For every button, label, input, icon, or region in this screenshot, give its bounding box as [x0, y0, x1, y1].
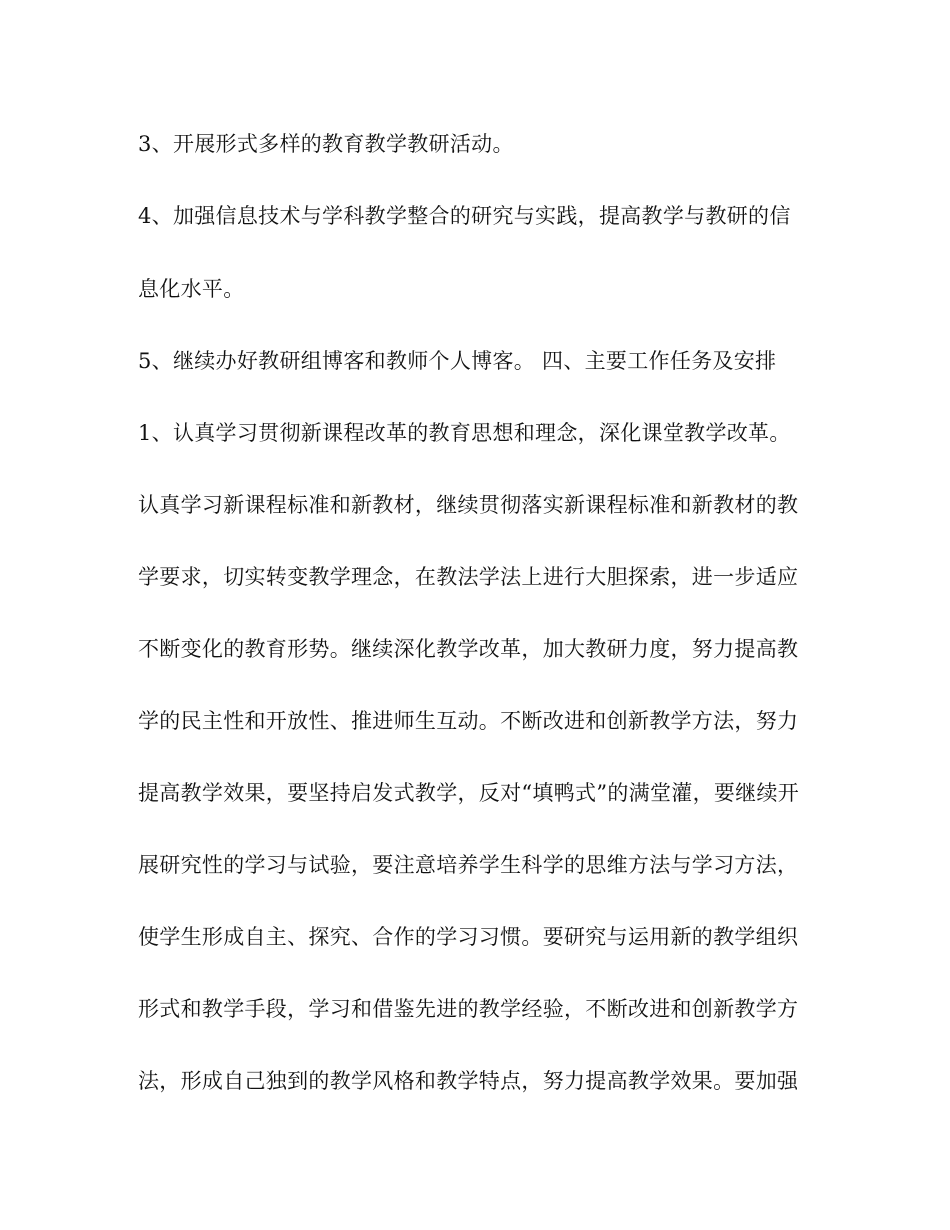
- paragraph-line: 展研究性的学习与试验，要注意培养学生科学的思维方法与学习方法，: [138, 853, 799, 877]
- task-1-heading: 1、认真学习贯彻新课程改革的教育思想和理念，深化课堂教学改革。: [138, 421, 791, 445]
- item-3-text: 3、开展形式多样的教育教学教研活动。: [138, 132, 514, 156]
- item-5-and-section-heading: 5、继续办好教研组博客和教师个人博客。 四、主要工作任务及安排: [138, 349, 777, 373]
- paragraph-line: 不断变化的教育形势。继续深化教学改革，加大教研力度，努力提高教: [138, 637, 799, 661]
- paragraph-line: 使学生形成自主、探究、合作的学习习惯。要研究与运用新的教学组织: [138, 925, 799, 949]
- paragraph-line: 学的民主性和开放性、推进师生互动。不断改进和创新教学方法，努力: [138, 709, 799, 733]
- paragraph-line: 形式和教学手段，学习和借鉴先进的教学经验，不断改进和创新教学方: [138, 997, 799, 1021]
- paragraph-line: 法，形成自己独到的教学风格和教学特点，努力提高教学效果。要加强: [138, 1069, 799, 1093]
- item-4-text-line-2: 息化水平。: [138, 277, 245, 301]
- item-4-text-line-1: 4、加强信息技术与学科教学整合的研究与实践，提高教学与教研的信: [138, 204, 791, 228]
- paragraph-line: 提高教学效果，要坚持启发式教学，反对“填鸭式”的满堂灌，要继续开: [138, 781, 800, 805]
- paragraph-line: 学要求，切实转变教学理念，在教法学法上进行大胆探索，进一步适应: [138, 565, 799, 589]
- paragraph-line: 认真学习新课程标准和新教材，继续贯彻落实新课程标准和新教材的教: [138, 493, 799, 517]
